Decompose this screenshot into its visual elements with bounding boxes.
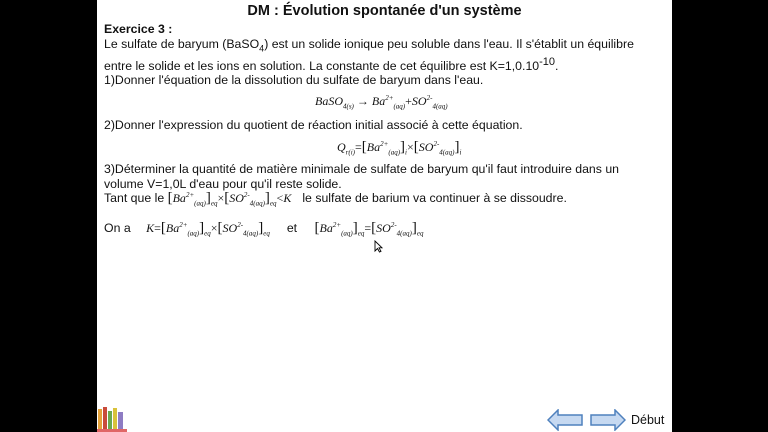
equality-expression: $[Ba^{2+}_{(aq)}]_{eq}=[SO^{2-}_{4(aq)}]_{eq}$	[314, 220, 424, 238]
quotient-equation: $Q_{r(i)}=[Ba^{2+}_{(aq)}]_i\times[SO^{2-}_{4(aq)}]_i$	[337, 139, 462, 157]
intro-line-2: entre le solide et les ions en solution. La constante de cet équilibre est K=1,0.10-10.	[104, 56, 559, 74]
slide-title: DM : Évolution spontanée d'un système	[247, 3, 522, 19]
question-3-line-1: 3)Déterminer la quantité de matière minimale de sulfate de baryum qu'il faut introduire dans un	[104, 162, 619, 176]
intro-line-1: Le sulfate de baryum (BaSO$_4$) est un solide ionique peu soluble dans l'eau. Il s'établit un équilibre	[104, 37, 634, 54]
arrow-left-icon	[548, 410, 582, 430]
question-1: 1)Donner l'équation de la dissolution du sulfate de baryum dans l'eau.	[104, 73, 484, 87]
slide	[97, 0, 672, 432]
next-slide-button[interactable]	[590, 409, 626, 431]
question-2: 2)Donner l'expression du quotient de réaction initial associé à cette équation.	[104, 118, 523, 132]
on-a-line: On a $K=[Ba^{2+}_{(aq)}]_{eq}\times[SO^{2-}_{4(aq)}]_{eq}$ et $[Ba^{2+}_{(aq)}]_{eq}=[SO^{2-}_{4(aq)}]_{eq}$	[104, 220, 424, 238]
dissolution-equation: BaSO$_{4(s)}$ → $Ba^{2+}_{(aq)}+SO^{2-}_{4(aq)}$	[315, 94, 448, 111]
k-expression: $K=[Ba^{2+}_{(aq)}]_{eq}\times[SO^{2-}_{4(aq)}]_{eq}$	[146, 220, 270, 238]
question-3-line-2: volume V=1,0L d'eau pour qu'il reste solide.	[104, 177, 342, 191]
previous-slide-button[interactable]	[547, 409, 583, 431]
tant-que-inequality: $[Ba^{2+}_{(aq)}]_{eq}\times[SO^{2-}_{4(aq)}]_{eq}<K$	[167, 190, 292, 208]
mouse-cursor-icon	[374, 240, 383, 253]
tant-que-line: Tant que le $[Ba^{2+}_{(aq)}]_{eq}\times[SO^{2-}_{4(aq)}]_{eq}<K$ le sulfate de barium va continuer à se dissoudre.	[104, 190, 567, 208]
exercise-heading: Exercice 3 :	[104, 22, 173, 36]
arrow-right-icon	[591, 410, 625, 430]
presentation-logo-icon	[97, 405, 127, 432]
debut-link[interactable]: Début	[631, 413, 665, 427]
